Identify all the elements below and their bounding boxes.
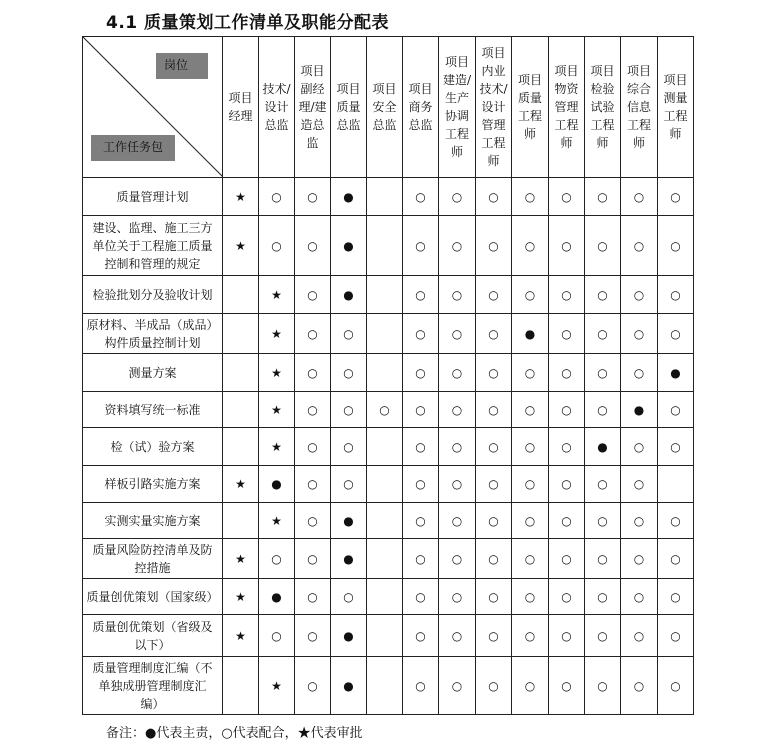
role-symbol-cell: ○ [621,579,658,615]
role-symbol-cell: ○ [403,314,439,354]
role-symbol-cell: ○ [512,178,549,216]
role-symbol-cell: ○ [549,392,585,428]
role-symbol-cell: ○ [439,276,476,314]
column-header [549,37,585,178]
role-symbol-cell: ○ [549,216,585,276]
role-symbol-cell [367,178,403,216]
column-header-line: 项目 [663,73,688,87]
table-row [83,392,694,428]
task-cell [83,276,223,314]
task-line: 资料填写统一标准 [104,402,201,417]
column-header [331,37,367,178]
role-symbol-cell [367,466,403,503]
role-symbol-cell: ○ [585,615,621,657]
role-symbol-cell: ★ [259,392,295,428]
column-header-line: 质量 [336,100,361,114]
role-symbol-cell: ★ [259,276,295,314]
role-symbol-cell: ○ [295,216,331,276]
role-symbol-cell: ○ [512,354,549,392]
task-line: 检（试）验方案 [110,439,195,454]
role-symbol-cell: ○ [403,539,439,579]
column-header [367,37,403,178]
role-symbol-cell: ○ [585,579,621,615]
task-cell [83,178,223,216]
column-header-line: 师 [523,127,536,141]
column-header [621,37,658,178]
role-symbol-cell: ○ [367,392,403,428]
legend-note: 备注：●代表主责，○代表配合，★代表审批 [106,726,363,741]
role-symbol-cell: ○ [512,466,549,503]
role-symbol-cell: ○ [549,428,585,466]
role-symbol-cell: ○ [439,539,476,579]
role-symbol-cell: ○ [259,178,295,216]
role-symbol-cell [367,503,403,539]
role-symbol-cell: ○ [549,466,585,503]
role-symbol-cell: ○ [585,392,621,428]
role-symbol-cell: ○ [585,216,621,276]
task-line: 质量创优策划（国家级） [86,589,219,604]
role-symbol-cell: ○ [585,503,621,539]
column-header-line: 工程 [481,136,506,150]
task-line: 原材料、半成品（成品） [86,317,219,332]
role-symbol-cell: ○ [621,428,658,466]
column-header-line: 检验 [590,82,615,96]
column-header [223,37,259,178]
role-symbol-cell: ○ [295,314,331,354]
role-symbol-cell: ● [331,503,367,539]
role-symbol-cell: ★ [259,503,295,539]
role-symbol-cell [367,657,403,715]
column-header-line: 总监 [264,118,289,132]
role-symbol-cell: ○ [585,466,621,503]
page-title: 4.1 质量策划工作清单及职能分配表 [106,13,390,33]
column-header-line: 管理 [481,118,506,132]
role-symbol-cell [223,428,259,466]
position-label: 岗位 [156,53,208,79]
task-cell [83,354,223,392]
task-line: 单独成册管理制度汇 [98,678,207,693]
role-symbol-cell: ○ [658,579,694,615]
task-line: 建设、监理、施工三方 [92,220,213,235]
column-header-line: 监 [306,136,319,150]
role-symbol-cell [658,466,694,503]
role-symbol-cell: ★ [223,178,259,216]
role-symbol-cell: ○ [439,615,476,657]
role-symbol-cell: ○ [585,657,621,715]
role-symbol-cell [223,354,259,392]
column-header-line: 生产 [444,91,469,105]
column-header-line: 质量 [517,91,542,105]
role-symbol-cell: ○ [549,657,585,715]
role-symbol-cell: ● [259,579,295,615]
column-header-line: 综合 [626,82,651,96]
role-symbol-cell: ○ [585,178,621,216]
column-header-line: 项目 [554,64,579,78]
role-symbol-cell: ○ [476,503,512,539]
role-symbol-cell: ○ [621,657,658,715]
role-symbol-cell: ○ [512,579,549,615]
role-symbol-cell: ○ [331,466,367,503]
role-symbol-cell: ○ [621,503,658,539]
role-symbol-cell: ○ [439,314,476,354]
role-symbol-cell: ○ [549,314,585,354]
column-header-line: 物资 [554,82,579,96]
role-symbol-cell: ○ [403,276,439,314]
role-symbol-cell: ● [512,314,549,354]
role-symbol-cell: ○ [331,392,367,428]
role-symbol-cell: ○ [549,276,585,314]
column-header-line: 内业 [481,64,506,78]
task-line: 样板引路实施方案 [104,477,201,491]
role-symbol-cell [223,657,259,715]
column-header-line: 工程 [663,109,688,123]
task-cell [83,216,223,276]
role-symbol-cell [367,579,403,615]
column-header-line: 设计 [481,100,506,114]
role-symbol-cell: ○ [585,354,621,392]
role-symbol-cell: ○ [439,579,476,615]
column-header-line: 项目 [228,91,253,105]
role-symbol-cell: ○ [295,178,331,216]
task-line: 实测实量实施方案 [104,513,201,528]
role-symbol-cell [367,216,403,276]
task-line: 控制和管理的规定 [104,256,201,271]
task-cell [83,466,223,503]
task-cell [83,579,223,615]
role-symbol-cell: ★ [223,615,259,657]
role-symbol-cell: ○ [549,615,585,657]
role-symbol-cell: ● [259,466,295,503]
role-symbol-cell: ○ [439,178,476,216]
column-header-line: 协调 [444,109,469,123]
column-header-line: 师 [669,127,682,141]
role-symbol-cell: ○ [295,276,331,314]
role-symbol-cell: ○ [476,657,512,715]
column-header-line: 项目 [336,82,361,96]
role-symbol-cell: ○ [295,615,331,657]
role-symbol-cell: ○ [658,392,694,428]
task-line: 质量管理制度汇编（不 [92,660,213,675]
role-symbol-cell: ★ [223,466,259,503]
column-header-line: 师 [596,136,609,150]
column-header-line: 管理 [554,100,579,114]
role-symbol-cell: ● [331,539,367,579]
role-symbol-cell: ○ [331,579,367,615]
role-symbol-cell: ○ [621,178,658,216]
task-label: 工作任务包 [91,135,175,161]
role-symbol-cell: ● [658,354,694,392]
column-header-line: 工程 [444,127,469,141]
role-symbol-cell: ○ [403,392,439,428]
task-cell [83,428,223,466]
role-symbol-cell [223,276,259,314]
role-symbol-cell [367,539,403,579]
column-header-line: 工程 [554,118,579,132]
role-symbol-cell: ○ [403,615,439,657]
task-line: 编） [140,696,165,711]
role-symbol-cell [367,428,403,466]
role-symbol-cell: ○ [621,314,658,354]
role-symbol-cell: ○ [476,276,512,314]
role-symbol-cell: ○ [476,579,512,615]
column-header [585,37,621,178]
column-header-line: 项目 [444,55,469,69]
role-symbol-cell: ● [331,216,367,276]
role-symbol-cell: ○ [476,428,512,466]
table-row [83,354,694,392]
column-header-line: 项目 [590,64,615,78]
role-symbol-cell: ○ [403,657,439,715]
role-symbol-cell: ○ [512,428,549,466]
role-symbol-cell: ○ [476,466,512,503]
role-symbol-cell: ○ [658,276,694,314]
column-header-line: 项目 [372,82,397,96]
column-header [658,37,694,178]
table-row [83,579,694,615]
column-header-line: 项目 [408,82,433,96]
column-header-line: 师 [632,136,645,150]
column-header [476,37,512,178]
role-symbol-cell: ○ [331,354,367,392]
role-symbol-cell: ○ [621,216,658,276]
role-symbol-cell: ○ [295,657,331,715]
table-row [83,428,694,466]
role-symbol-cell: ○ [476,392,512,428]
role-symbol-cell: ○ [331,314,367,354]
column-header-line: 项目 [517,73,542,87]
role-symbol-cell: ○ [658,503,694,539]
column-header-line: 项目 [481,46,506,60]
role-symbol-cell: ○ [295,539,331,579]
table-row [83,503,694,539]
role-symbol-cell: ○ [621,354,658,392]
table-row [83,178,694,216]
role-symbol-cell: ● [331,276,367,314]
role-symbol-cell: ○ [512,539,549,579]
column-header-line: 项目 [300,64,325,78]
role-symbol-cell: ○ [512,216,549,276]
role-symbol-cell [223,314,259,354]
role-symbol-cell: ○ [549,354,585,392]
task-cell [83,539,223,579]
role-symbol-cell: ○ [403,178,439,216]
role-symbol-cell: ○ [259,216,295,276]
column-header-line: 总监 [336,118,361,132]
role-symbol-cell: ○ [295,354,331,392]
role-symbol-cell: ★ [223,216,259,276]
role-symbol-cell [223,392,259,428]
role-symbol-cell: ○ [658,539,694,579]
column-header-line: 技术/ [262,82,291,96]
column-header-line: 项目 [626,64,651,78]
role-symbol-cell: ○ [439,392,476,428]
task-cell [83,503,223,539]
role-symbol-cell: ○ [439,354,476,392]
task-cell [83,314,223,354]
column-header-line: 商务 [408,100,433,114]
role-symbol-cell: ○ [403,354,439,392]
role-symbol-cell: ○ [403,503,439,539]
role-symbol-cell: ○ [403,579,439,615]
role-symbol-cell: ○ [512,657,549,715]
role-symbol-cell [367,276,403,314]
role-symbol-cell: ○ [403,466,439,503]
role-symbol-cell [367,314,403,354]
role-symbol-cell: ○ [512,276,549,314]
role-symbol-cell: ○ [439,466,476,503]
column-header [439,37,476,178]
role-symbol-cell: ★ [259,657,295,715]
column-header-line: 工程 [590,118,615,132]
task-line: 质量管理计划 [116,189,189,204]
table-row [83,466,694,503]
role-symbol-cell: ○ [476,178,512,216]
role-symbol-cell: ● [585,428,621,466]
table-row [83,314,694,354]
role-symbol-cell: ○ [658,216,694,276]
task-cell [83,392,223,428]
role-symbol-cell: ○ [621,276,658,314]
column-header-line: 副经 [300,82,325,96]
role-symbol-cell: ○ [621,466,658,503]
column-header [512,37,549,178]
table-row [83,276,694,314]
task-line: 以下） [134,637,171,652]
role-symbol-cell: ○ [439,428,476,466]
role-symbol-cell [223,503,259,539]
role-symbol-cell: ○ [476,354,512,392]
column-header-line: 造总 [300,118,325,132]
column-header-line: 建造/ [442,73,472,87]
task-line: 测量方案 [128,365,177,380]
column-header [295,37,331,178]
role-symbol-cell: ○ [512,615,549,657]
role-symbol-cell: ● [331,178,367,216]
column-header-line: 设计 [264,100,289,114]
role-symbol-cell: ○ [658,428,694,466]
role-symbol-cell: ○ [403,216,439,276]
task-line: 控措施 [134,560,171,575]
role-symbol-cell: ○ [259,539,295,579]
column-header-line: 安全 [372,100,397,114]
role-symbol-cell: ○ [295,579,331,615]
table-header-row [83,37,694,178]
role-symbol-cell: ○ [439,503,476,539]
task-cell [83,657,223,715]
table-row [83,615,694,657]
column-header [259,37,295,178]
column-header-line: 信息 [626,100,651,114]
role-symbol-cell [367,354,403,392]
task-line: 单位关于工程施工质量 [92,238,213,253]
responsibility-table [82,36,694,715]
role-symbol-cell: ● [331,615,367,657]
column-header-line: 师 [487,154,500,168]
table-corner-cell [83,37,223,178]
column-header [403,37,439,178]
table-row [83,657,694,715]
column-header-line: 工程 [517,109,542,123]
role-symbol-cell: ○ [295,466,331,503]
role-symbol-cell: ○ [476,539,512,579]
column-header-line: 试验 [590,100,615,114]
role-symbol-cell: ○ [439,216,476,276]
role-symbol-cell: ○ [621,539,658,579]
role-symbol-cell: ○ [658,178,694,216]
role-symbol-cell: ○ [585,276,621,314]
column-header-line: 师 [560,136,573,150]
role-symbol-cell: ○ [259,615,295,657]
task-cell [83,615,223,657]
role-symbol-cell: ○ [512,392,549,428]
role-symbol-cell: ○ [549,178,585,216]
role-symbol-cell: ○ [658,657,694,715]
role-symbol-cell: ★ [259,354,295,392]
table-row [83,539,694,579]
column-header-line: 总监 [372,118,397,132]
role-symbol-cell: ★ [223,539,259,579]
role-symbol-cell: ● [331,657,367,715]
role-symbol-cell [367,615,403,657]
role-symbol-cell: ○ [439,657,476,715]
column-header-line: 技术/ [479,82,508,96]
role-symbol-cell: ○ [295,428,331,466]
column-header-line: 工程 [626,118,651,132]
role-symbol-cell: ○ [549,539,585,579]
role-symbol-cell: ○ [331,428,367,466]
column-header-line: 总监 [408,118,433,132]
role-symbol-cell: ○ [476,314,512,354]
role-symbol-cell: ○ [512,503,549,539]
role-symbol-cell: ● [621,392,658,428]
role-symbol-cell: ○ [658,615,694,657]
role-symbol-cell: ○ [658,314,694,354]
column-header-line: 师 [450,145,463,159]
role-symbol-cell: ○ [585,314,621,354]
role-symbol-cell: ★ [259,428,295,466]
column-header-line: 测量 [663,91,688,105]
role-symbol-cell: ○ [549,579,585,615]
role-symbol-cell: ★ [259,314,295,354]
role-symbol-cell: ○ [585,539,621,579]
role-symbol-cell: ○ [621,615,658,657]
task-line: 质量创优策划（省级及 [92,619,213,634]
role-symbol-cell: ★ [223,579,259,615]
role-symbol-cell: ○ [476,615,512,657]
role-symbol-cell: ○ [476,216,512,276]
task-line: 构件质量控制计划 [104,335,201,350]
role-symbol-cell: ○ [549,503,585,539]
role-symbol-cell: ○ [403,428,439,466]
role-symbol-cell: ○ [295,503,331,539]
role-symbol-cell: ○ [295,392,331,428]
table-row [83,216,694,276]
task-line: 检验批划分及验收计划 [92,287,213,302]
column-header-line: 理/建 [298,100,327,114]
task-line: 质量风险防控清单及防 [92,542,213,557]
column-header-line: 经理 [228,109,253,123]
